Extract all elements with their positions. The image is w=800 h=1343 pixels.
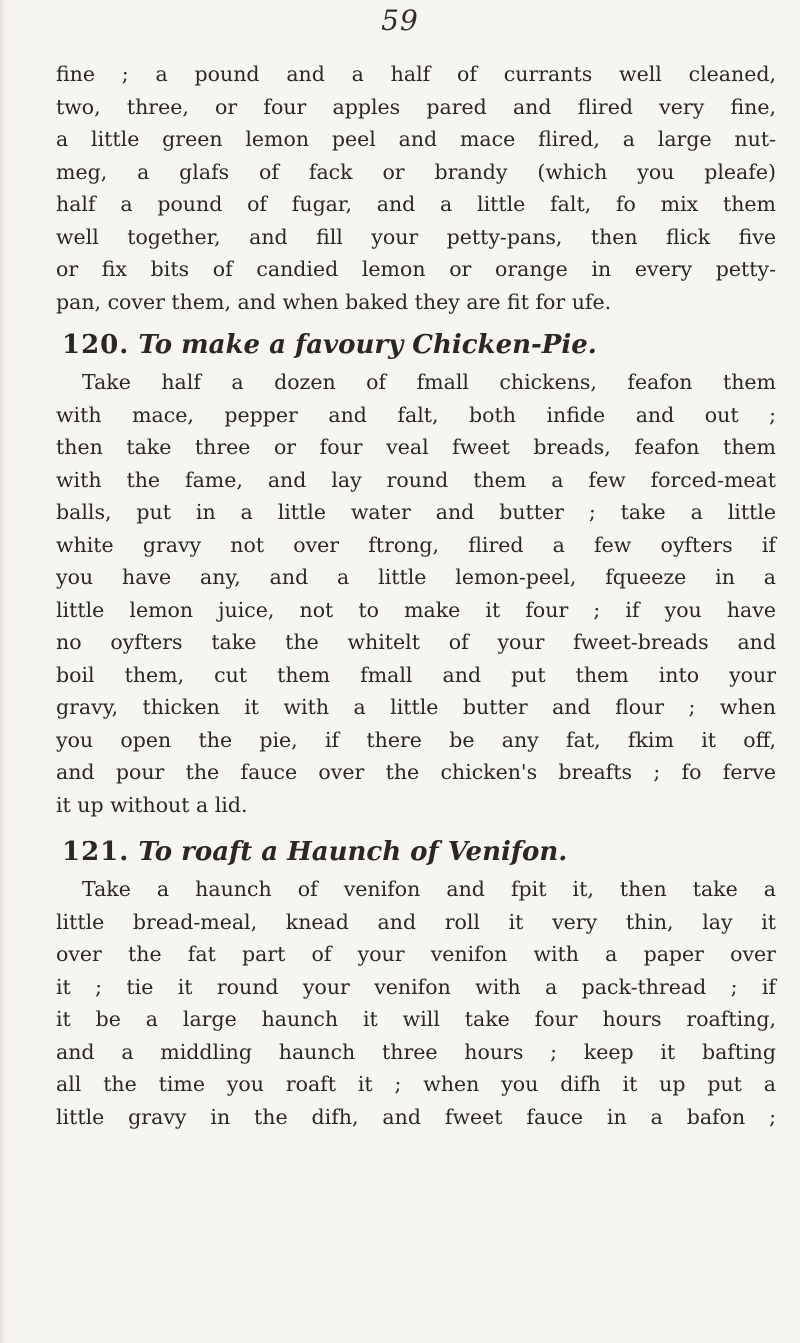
recipe-121 [56, 833, 776, 1133]
text-line: gravy, thicken it with a little butter and flour ; when [56, 695, 776, 719]
text-line: little lemon juice, not to make it four ; if you have [56, 597, 776, 622]
text-line: you have any, and a little lemon-peel, fqueeze in a [56, 565, 776, 589]
text-line: no oyfters take the whitelt of your fweet-breads and [56, 630, 776, 654]
text-line: with mace, pepper and falt, both infide and out ; [56, 402, 776, 427]
text-line: a little green lemon peel and mace flired, a large nut- [56, 127, 776, 151]
page-body [56, 58, 776, 1133]
page-edge-shadow [0, 0, 6, 1343]
text-line: pan, cover them, and when baked they are fit for ufe. [56, 289, 612, 314]
text-line: it ; tie it round your venifon with a pack-thread ; if [56, 974, 776, 999]
text-line: white gravy not over ftrong, flired a few oyfters if [56, 532, 776, 557]
recipe-body [56, 873, 776, 1133]
text-line: and pour the fauce over the chicken's breafts ; fo ferve [56, 760, 776, 784]
recipe-number: 121. [62, 837, 130, 867]
text-line: fine ; a pound and a half of currants well cleaned, [56, 62, 776, 86]
text-line: over the fat part of your venifon with a paper over [56, 942, 776, 966]
recipe-number: 120. [62, 330, 130, 360]
recipe-body [56, 366, 776, 821]
text-line: balls, put in a little water and butter ; take a little [56, 500, 776, 524]
text-line: it be a large haunch it will take four hours roafting, [56, 1007, 776, 1031]
text-line: all the time you roaft it ; when you difh it up put a [56, 1072, 776, 1096]
text-line: little bread-meal, knead and roll it very thin, lay it [56, 909, 776, 934]
page-number: 59 [381, 4, 419, 37]
text-line: then take three or four veal fweet breads, feafon them [56, 435, 776, 459]
recipe-heading [56, 833, 776, 871]
text-line: Take a haunch of venifon and fpit it, then take a [82, 877, 776, 901]
text-line: little gravy in the difh, and fweet fauce in a bafon ; [56, 1104, 776, 1129]
recipe-heading [56, 326, 776, 364]
text-line: meg, a glafs of fack or brandy (which you pleafe) [56, 159, 776, 184]
text-line: well together, and fill your petty-pans, then flick five [56, 224, 776, 249]
text-line: boil them, cut them fmall and put them into your [56, 662, 776, 687]
text-line: you open the pie, if there be any fat, fkim it off, [56, 727, 776, 752]
text-line: or fix bits of candied lemon or orange in every petty- [56, 257, 776, 281]
text-line: half a pound of fugar, and a little falt, fo mix them [56, 192, 776, 216]
text-line: and a middling haunch three hours ; keep it bafting [56, 1039, 776, 1064]
recipe-title: To make a favoury Chicken-Pie. [138, 330, 597, 360]
text-line: with the fame, and lay round them a few forced-meat [56, 467, 776, 492]
recipe-title: To roaft a Haunch of Venifon. [138, 837, 568, 867]
text-line: two, three, or four apples pared and flired very fine, [56, 94, 776, 119]
text-line: Take half a dozen of fmall chickens, feafon them [82, 370, 776, 394]
intro-paragraph [56, 58, 776, 318]
recipe-120 [56, 326, 776, 821]
text-line: it up without a lid. [56, 792, 248, 817]
